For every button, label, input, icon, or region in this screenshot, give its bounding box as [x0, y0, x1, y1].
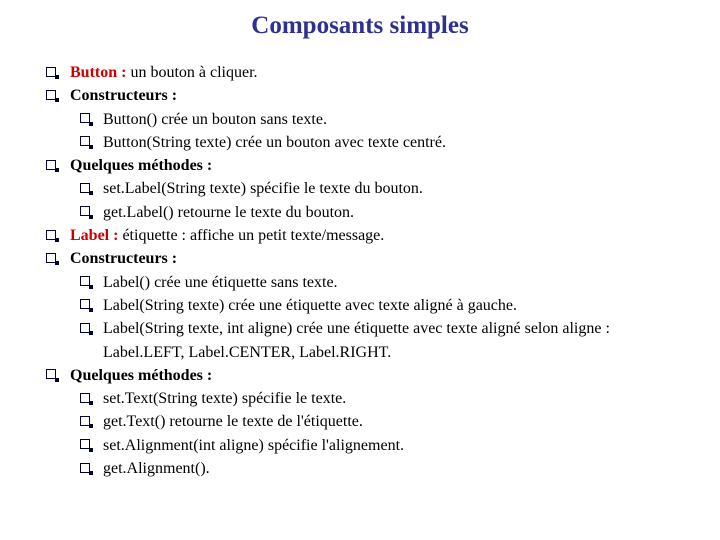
list-item-button-constructors	[46, 84, 686, 107]
item-text: set.Alignment(int aligne) spécifie l'alignement.	[103, 436, 405, 454]
square-bullet-icon	[80, 183, 90, 193]
item-text: get.Alignment().	[103, 460, 210, 478]
square-bullet-icon	[46, 230, 56, 240]
list-item-label	[46, 224, 686, 247]
list-item-button-method	[46, 177, 686, 200]
list-item-label-method	[46, 457, 686, 480]
list-item-label-ctor	[46, 317, 686, 340]
list-item-label-ctor-continuation	[46, 341, 686, 364]
item-text: get.Text() retourne le texte de l'étiquette.	[103, 413, 363, 431]
item-heading: Quelques méthodes :	[70, 157, 213, 175]
bullet-list	[46, 61, 686, 480]
item-text: Label(String texte, int aligne) crée une étiquette avec texte aligné selon aligne :	[103, 320, 610, 338]
slide-title: Composants simples	[251, 12, 469, 39]
square-bullet-icon	[80, 136, 90, 146]
list-item-button-methods	[46, 154, 686, 177]
item-heading: Constructeurs :	[70, 87, 178, 105]
item-text: Label.LEFT, Label.CENTER, Label.RIGHT.	[103, 343, 392, 361]
square-bullet-icon	[80, 276, 90, 286]
square-bullet-icon	[80, 323, 90, 333]
item-text: un bouton à cliquer.	[126, 64, 258, 81]
item-text: get.Label() retourne le texte du bouton.	[103, 203, 355, 221]
square-bullet-icon	[80, 299, 90, 309]
square-bullet-icon	[46, 90, 56, 100]
list-item-button-ctor	[46, 131, 686, 154]
item-heading: Constructeurs :	[70, 250, 178, 268]
item-text: Button(String texte) crée un bouton avec texte centré.	[103, 133, 446, 151]
term-label: Label :	[70, 227, 119, 245]
list-item-button-ctor	[46, 108, 686, 131]
list-item-label-methods	[46, 364, 686, 387]
square-bullet-icon	[46, 253, 56, 263]
list-item-button-method	[46, 201, 686, 224]
list-item-label-ctor	[46, 271, 686, 294]
item-text: Label(String texte) crée une étiquette avec texte aligné à gauche.	[103, 296, 518, 314]
square-bullet-icon	[80, 113, 90, 123]
square-bullet-icon	[80, 416, 90, 426]
square-bullet-icon	[46, 160, 56, 170]
list-item-label-method	[46, 387, 686, 410]
list-item-button	[46, 61, 686, 84]
list-item-label-ctor	[46, 294, 686, 317]
square-bullet-icon	[46, 67, 56, 77]
square-bullet-icon	[46, 369, 56, 379]
item-text: set.Text(String texte) spécifie le texte.	[103, 390, 347, 408]
item-text: Button() crée un bouton sans texte.	[103, 110, 327, 128]
list-item-label-method	[46, 410, 686, 433]
term-button: Button :	[70, 64, 127, 81]
list-item-label-constructors	[46, 247, 686, 270]
item-text: étiquette : affiche un petit texte/message.	[118, 227, 385, 245]
square-bullet-icon	[80, 439, 90, 449]
square-bullet-icon	[80, 206, 90, 216]
list-item-label-method	[46, 434, 686, 457]
square-bullet-icon	[80, 393, 90, 403]
square-bullet-icon	[80, 463, 90, 473]
item-text: Label() crée une étiquette sans texte.	[103, 273, 338, 291]
item-heading: Quelques méthodes :	[70, 366, 213, 384]
item-text: set.Label(String texte) spécifie le texte du bouton.	[103, 180, 423, 198]
